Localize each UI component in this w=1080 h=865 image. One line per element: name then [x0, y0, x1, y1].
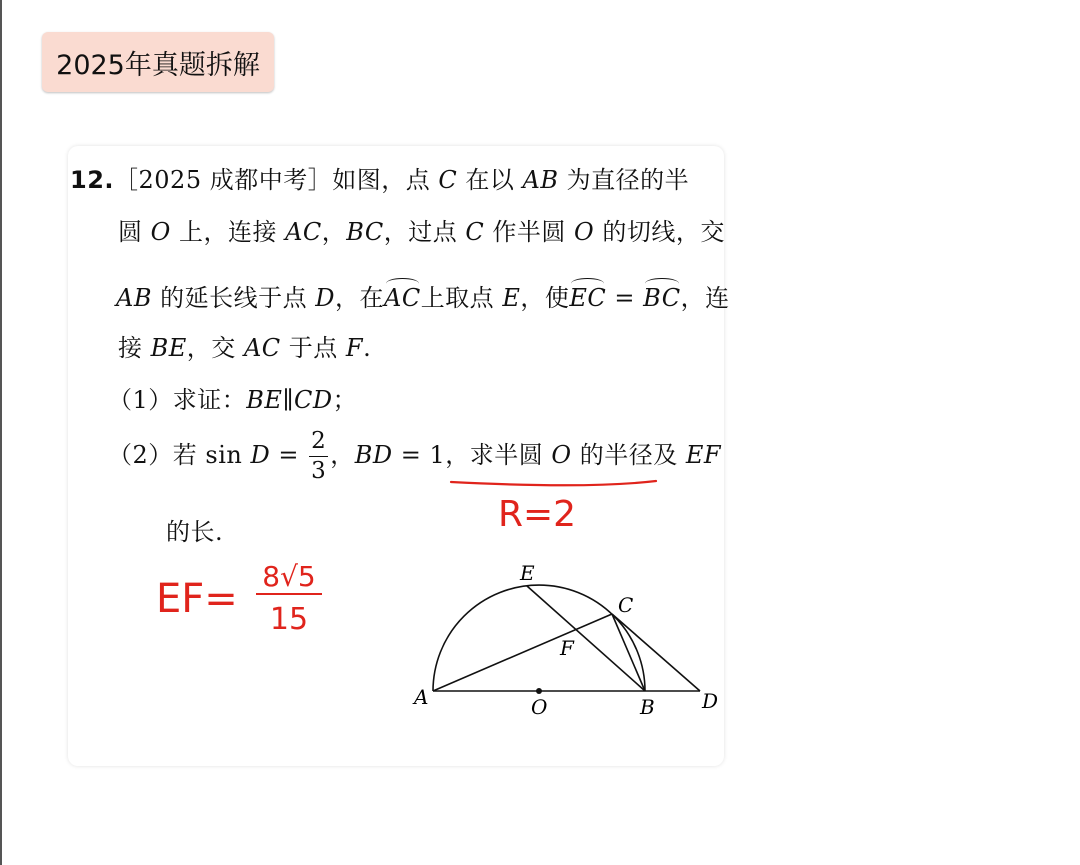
var-f: F — [345, 334, 364, 362]
text: . — [363, 334, 372, 362]
handwritten-ef-denominator: 15 — [269, 602, 309, 637]
geometry-figure — [68, 146, 724, 766]
label-a: A — [414, 685, 429, 709]
text: 圆 — [118, 218, 151, 246]
arc-ec: EC — [569, 284, 607, 312]
handwritten-radius: R=2 — [498, 494, 577, 535]
text: 作半圆 — [484, 218, 575, 246]
text: 如图，点 — [332, 166, 439, 194]
chord-ac — [433, 614, 612, 691]
parallel-symbol: ∥ — [282, 386, 295, 414]
var-d: D — [250, 441, 271, 469]
label-f: F — [560, 636, 574, 660]
text: = — [270, 441, 308, 469]
text: 上，连接 — [170, 218, 286, 246]
text: 的延长线于点 — [151, 284, 316, 312]
section-tag-label: 2025年真题拆解 — [56, 49, 260, 81]
text: 于点 — [280, 334, 346, 362]
text: 的长. — [166, 518, 224, 546]
text: 接 — [118, 334, 151, 362]
var-d: D — [315, 284, 335, 312]
text: 上取点 — [420, 284, 503, 312]
var-cd: CD — [294, 386, 333, 414]
text: 的半径及 — [571, 441, 686, 469]
var-bc: BC — [346, 218, 384, 246]
var-c: C — [438, 166, 458, 194]
var-bd: BD — [354, 441, 393, 469]
text: 的切线，交 — [594, 218, 725, 246]
text: = 1，求半圆 — [392, 441, 552, 469]
text: ，过点 — [383, 218, 466, 246]
label-b: B — [640, 695, 655, 719]
var-ef: EF — [685, 441, 722, 469]
text: 为直径的半 — [558, 166, 690, 194]
text: ； — [332, 386, 358, 414]
tangent-cd — [612, 614, 700, 691]
var-c: C — [465, 218, 485, 246]
var-be: BE — [150, 334, 187, 362]
arc-bc: BC — [643, 284, 681, 312]
var-ab: AB — [116, 284, 152, 312]
fraction-denominator: 3 — [311, 458, 327, 484]
var-o: O — [574, 218, 595, 246]
text: （1）求证： — [108, 386, 247, 414]
fraction-numerator: 2 — [309, 430, 328, 457]
text: ，连 — [680, 284, 730, 312]
label-o: O — [531, 695, 548, 719]
var-e: E — [502, 284, 521, 312]
semicircle-arc — [433, 585, 645, 691]
var-ac: AC — [285, 218, 322, 246]
problem-card — [68, 146, 730, 766]
page-left-border — [0, 0, 2, 865]
var-be: BE — [246, 386, 283, 414]
text: = — [606, 284, 644, 312]
problem-source: ［2025 成都中考］ — [114, 166, 333, 194]
text: ， — [321, 218, 347, 246]
section-tag — [42, 32, 274, 92]
text: ， — [330, 441, 355, 469]
handwritten-ef-label: EF= — [156, 576, 238, 622]
var-o: O — [551, 441, 572, 469]
center-point-o — [536, 688, 542, 694]
var-o: O — [150, 218, 171, 246]
chord-bc — [612, 614, 645, 691]
label-e: E — [520, 561, 535, 585]
text: ，在 — [334, 284, 384, 312]
var-ac: AC — [243, 334, 281, 362]
handwritten-ef-numerator: 8√5 — [256, 562, 322, 595]
text: ，交 — [186, 334, 244, 362]
text: 在以 — [457, 166, 523, 194]
label-c: C — [618, 593, 634, 617]
var-ab: AB — [522, 166, 559, 194]
problem-number: 12. — [70, 166, 115, 194]
text: ，使 — [520, 284, 570, 312]
arc-ac: AC — [383, 284, 421, 312]
label-d: D — [702, 689, 719, 713]
text: （2）若 sin — [108, 441, 251, 469]
red-underline — [451, 481, 656, 485]
